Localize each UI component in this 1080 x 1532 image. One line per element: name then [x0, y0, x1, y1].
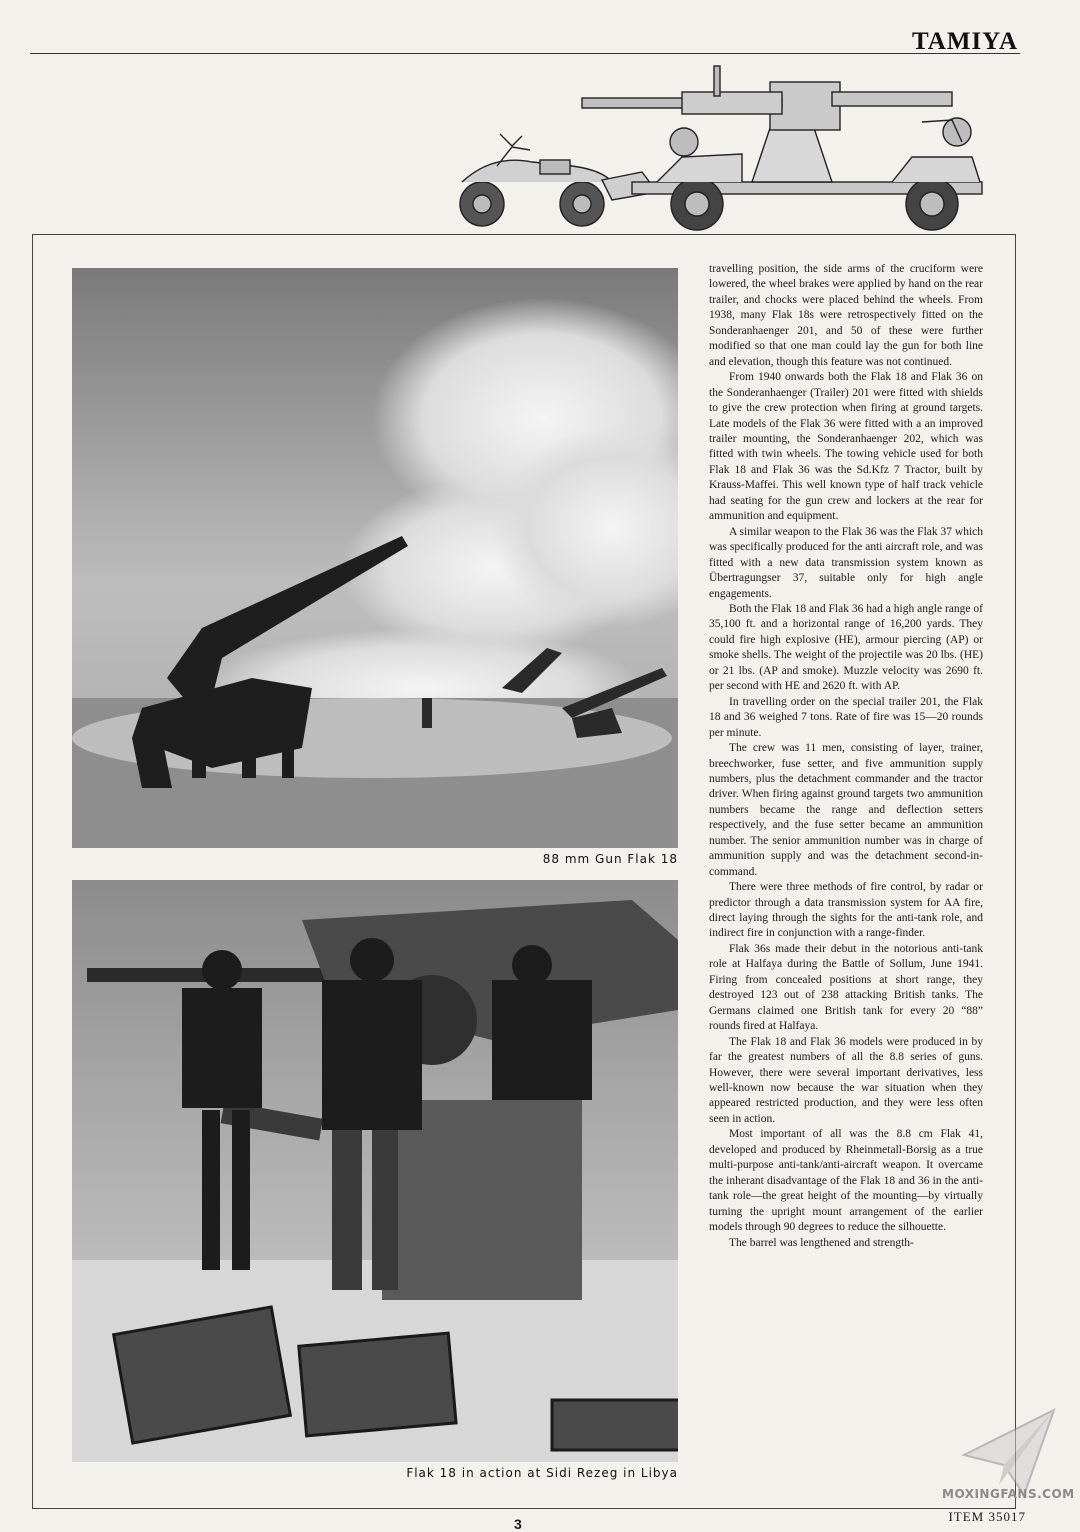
- figure-caption-2: Flak 18 in action at Sidi Rezeg in Libya: [406, 1466, 678, 1480]
- paragraph: travelling position, the side arms of the cruciform were lowered, the wheel brakes were applied by hand on the rear trailer, and chocks were placed behind the wheels. From 1938, many Flak 18s were retrospectively fitted on the Sonderanhaenger 201, and 50 of these were further modified so that one man could lay the gun for both line and elevation, though this feature was not continued.: [709, 263, 983, 368]
- paragraph: The barrel was lengthened and strength-: [729, 1236, 914, 1249]
- paragraph: The Flak 18 and Flak 36 models were produced in by far the greatest numbers of all the 8.8 series of guns. However, there were several important derivatives, less well-known now because the war situation when they appeared restricted production, and they were less often seen in action.: [709, 1035, 983, 1125]
- watermark-text: MOXINGFANS.COM: [942, 1487, 1075, 1501]
- header-rule: [30, 53, 1020, 54]
- gun-crew-loading-photo: [72, 880, 678, 1462]
- paragraph: Most important of all was the 8.8 cm Flak 41, developed and produced by Rheinmetall-Borsig as a true multi-purpose anti-tank/anti-aircraft weapon. It overcame the inherant disadvantage of the Flak 18 and 36 in the anti-tank role—the great height of the mounting—by virtually turning the upright mount arrangement of the earlier models through 90 degrees to reduce the silhouette.: [709, 1128, 983, 1234]
- article-text-column: [709, 262, 983, 1492]
- paragraph: Flak 36s made their debut in the notorious anti-tank role at Halfaya during the Battle of Sollum, June 1941. Firing from concealed positions at short range, they destroyed 123 out of 238 attacking British tanks. The Germans claimed one British tank for every 20 “88” rounds fired at Halfaya.: [709, 942, 983, 1033]
- page-number: 3: [514, 1516, 522, 1532]
- brand-title: TAMIYA: [911, 28, 1018, 55]
- figure-caption-1: 88 mm Gun Flak 18: [542, 852, 678, 866]
- paragraph: From 1940 onwards both the Flak 18 and Flak 36 on the Sonderanhaenger (Trailer) 201 were fitted with shields to give the crew protection when firing at ground targets. Late models of the Flak 36 were fitted with a an improved trailer mounting, the Sonderanhaenger 202, which was fitted with twin wheels. The towing vehicle used for both Flak 18 and Flak 36 was the Sd.Kfz 7 Tractor, built by Krauss-Maffei. This well known type of half track vehicle had seating for the gun crew and lockers at the rear for ammunition and equipment.: [709, 371, 983, 523]
- item-code: ITEM 35017: [948, 1509, 1026, 1524]
- paragraph: The crew was 11 men, consisting of layer, trainer, breechworker, fuse setter, and five ammunition supply numbers, plus the detachment commander and the tractor driver. When firing against ground targets two ammunition numbers became the range and deflection setters respectively, and the fuse setter became an ammunition number. The senior ammunition number was in charge of ammunition supply and was the detachment second-in-command.: [709, 742, 983, 878]
- paragraph: A similar weapon to the Flak 36 was the Flak 37 which was specifically produced for the anti aircraft role, and was fitted with a new data transmission system known as Übertragungser 37, suitable only for high angle engagements.: [709, 525, 983, 600]
- paragraph: Both the Flak 18 and Flak 36 had a high angle range of 35,100 ft. and a horizontal range of 16,200 yards. They could fire high explosive (HE), armour piercing (AP) or smoke shells. The weight of the projectile was 20 lbs. (HE) or 21 lbs. (AP and smoke). Muzzle velocity was 2690 ft. per second with HE and 2620 ft. with AP.: [709, 602, 983, 693]
- paragraph: There were three methods of fire control, by radar or predictor through a data transmission system for AA fire, direct laying through the sights for the anti-tank role, and indirect fire in conjunction with a range-finder.: [709, 881, 983, 940]
- flak-guns-firing-photo: [72, 268, 678, 848]
- paragraph: In travelling order on the special trailer 201, the Flak 18 and 36 weighed 7 tons. Rate of fire was 15—20 rounds per minute.: [709, 695, 983, 739]
- motorcycle-and-flak-gun-icon: [452, 62, 992, 234]
